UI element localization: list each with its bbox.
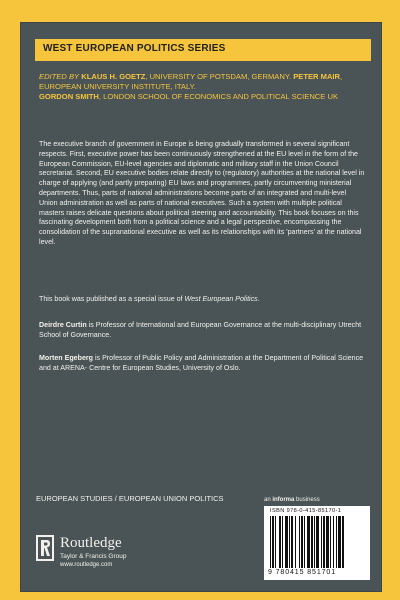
editor-name-smith: GORDON SMITH xyxy=(39,92,99,101)
special-issue-prefix: This book was published as a special issue of xyxy=(39,295,185,303)
editors-credit xyxy=(39,72,369,102)
publisher-url: www.routledge.com xyxy=(60,562,113,568)
special-issue-note xyxy=(39,295,365,305)
barcode-number: 9 780415 851701 xyxy=(268,569,336,576)
author-name-curtin: Deirdre Curtin xyxy=(39,321,87,329)
informa-tagline xyxy=(264,497,320,503)
journal-name: West European Politics xyxy=(184,295,258,303)
series-band xyxy=(35,39,371,61)
author-text-egeberg: is Professor of Public Policy and Administration at the Department of Political Science and at ARENA- Centre for European Studies, University of Oslo. xyxy=(39,354,364,372)
special-issue-suffix: . xyxy=(257,295,260,303)
editor-affiliation-goetz: , UNIVERSITY OF POTSDAM, GERMANY. xyxy=(145,72,292,81)
publisher-name: Routledge xyxy=(60,535,122,551)
editor-affiliation-mair: , EUROPEAN UNIVERSITY INSTITUTE, ITALY. xyxy=(39,72,343,91)
edited-by-label: EDITED BY xyxy=(39,72,80,81)
routledge-mark-icon xyxy=(36,535,54,561)
isbn-label: ISBN 978-0-415-85170-1 xyxy=(270,508,342,514)
isbn-barcode xyxy=(264,506,370,580)
author-bio-curtin xyxy=(39,321,365,341)
subject-categories: EUROPEAN STUDIES / EUROPEAN UNION POLITICS xyxy=(36,494,224,503)
series-title: WEST EUROPEAN POLITICS SERIES xyxy=(43,43,226,54)
author-text-curtin: is Professor of International and European Governance at the multi-disciplinary Utrecht School of Governance. xyxy=(39,321,362,339)
author-bio-egeberg xyxy=(39,354,365,374)
editor-name-mair: PETER MAIR xyxy=(293,72,341,81)
routledge-logo xyxy=(36,533,176,573)
content-panel xyxy=(20,22,382,592)
editor-affiliation-smith: , LONDON SCHOOL OF ECONOMICS AND POLITICAL SCIENCE UK xyxy=(98,92,339,101)
publisher-group: Taylor & Francis Group xyxy=(60,553,127,560)
informa-suffix: business xyxy=(294,497,320,503)
barcode-bars xyxy=(270,516,364,568)
author-name-egeberg: Morten Egeberg xyxy=(39,354,93,362)
informa-prefix: an xyxy=(264,497,273,503)
editor-name-goetz: KLAUS H. GOETZ xyxy=(81,72,146,81)
informa-brand: informa xyxy=(272,497,295,503)
book-description: The executive branch of government in Europe is being gradually transformed in several significant respects. First, executive power has been continuously strengthened at the EU level in the form of the European Commission, EU-level agencies and diplomatic and military staff in the Union Council secretariat. Second, EU executive bodies relate directly to (regulatory) authorities at the national level in charge of applying (and partly preparing) EU laws and programmes, partly circumventing ministerial departments. Thus, parts of national administrations become parts of an integrated and multi-level Union administration as well as parts of national executives. Such a system with multiple political masters raises delicate questions about political steering and accountability. This book focuses on this fascinating development both from a political science and a legal perspective, encompassing the consolidation of the supranational executive as well as its relationships with its 'partners' at the national level. xyxy=(39,140,365,246)
